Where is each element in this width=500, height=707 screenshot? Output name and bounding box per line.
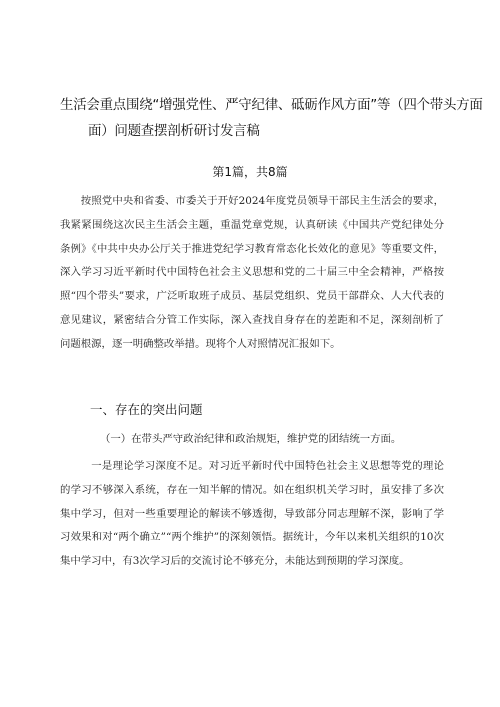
title-line-2: 面）问题查摆剖析研讨发言稿: [88, 123, 260, 139]
document-title: [60, 92, 483, 144]
title-line-1: 生活会重点围绕“增强党性、严守纪律、砥砺作风方面”等（四个带头方面: [60, 97, 483, 113]
document-subtitle: 第1篇，共8篇: [212, 165, 288, 179]
body-paragraph: 一是理论学习深度不足。对习近平新时代中国特色社会主义思想等党的理论的学习不够深入系统，存在一知半解的情况。如在组织机关学习时，虽安排了多次集中学习，但对一些重要理论的解读不够透彻，导致部分同志理解不深，影响了学习效果和对“两个确立”“两个维护”的深刻领悟。据统计，今年以来机关组织的10次集中学习中，有3次学习后的交流讨论不够充分，未能达到预期的学习深度。: [60, 460, 444, 568]
section-heading: 一、存在的突出问题: [90, 402, 203, 417]
intro-paragraph: 按照党中央和省委、市委关于开好2024年度党员领导干部民主生活会的要求，我紧紧围绕这次民主生活会主题，重温党章党规，认真研读《中国共产党纪律处分条例》《中共中央办公厅关于推进党纪学习教育常态化长效化的意见》等重要文件，深入学习习近平新时代中国特色社会主义思想和党的二十届三中全会精神，严格按照“四个带头”要求，广泛听取班子成员、基层党组织、党员干部群众、人大代表的意见建议，紧密结合分管工作实际，深入查找自身存在的差距和不足，深刻剖析了问题根源，逐一明确整改举措。现将个人对照情况汇报如下。: [60, 195, 444, 350]
subsection-heading: （一）在带头严守政治纪律和政治规矩，维护党的团结统一方面。: [100, 433, 402, 445]
